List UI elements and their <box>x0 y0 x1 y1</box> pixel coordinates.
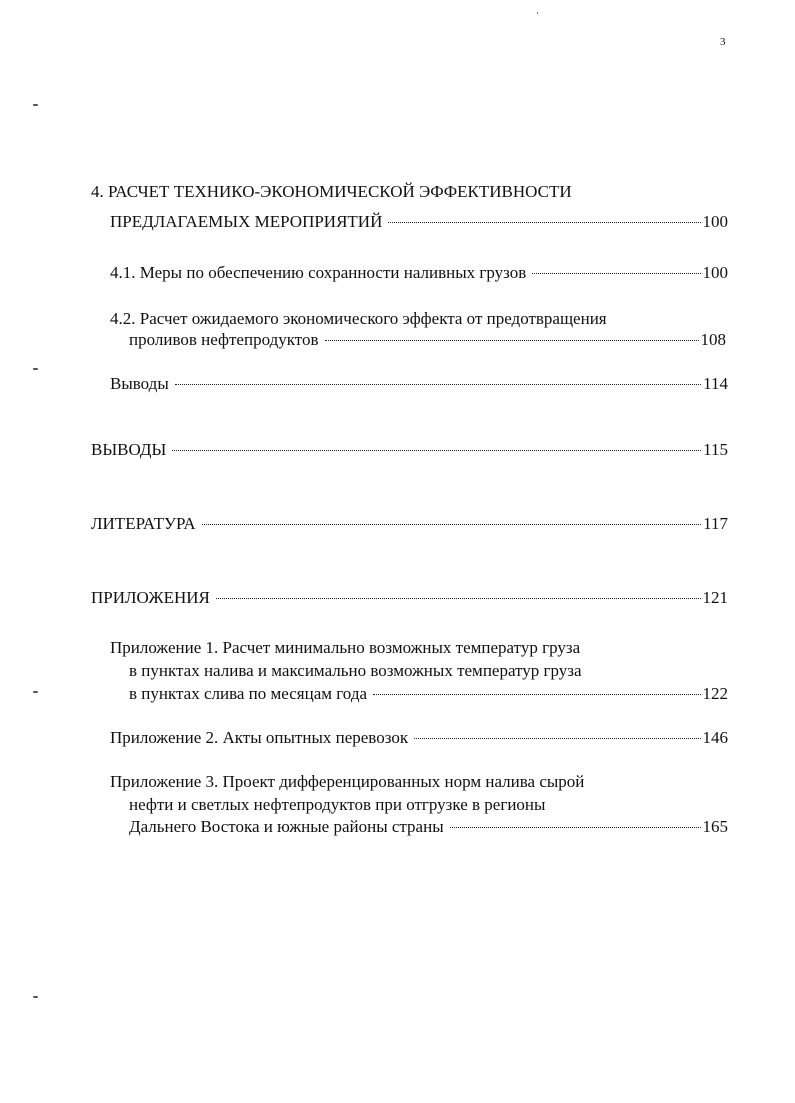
toc-entry-text: ЛИТЕРАТУРА <box>91 514 196 533</box>
toc-entry-text: Приложение 2. Акты опытных перевозок <box>110 728 409 747</box>
dot-leader <box>532 273 700 274</box>
toc-entry-text: проливов нефтепродуктов <box>129 330 319 349</box>
toc-entry-text: ВЫВОДЫ <box>91 440 167 459</box>
toc-chapter-4-line1 <box>91 181 728 203</box>
toc-page-number: 114 <box>703 374 728 393</box>
toc-entry-text: Выводы <box>110 374 169 393</box>
toc-appendix-2[interactable] <box>110 727 728 749</box>
dot-leader <box>373 694 700 695</box>
toc-entry-text: 4. РАСЧЕТ ТЕХНИКО-ЭКОНОМИЧЕСКОЙ ЭФФЕКТИВНОСТИ <box>91 182 572 201</box>
toc-section-4-2-line1 <box>110 308 728 330</box>
dot-leader <box>202 524 702 525</box>
toc-page-number: 108 <box>700 330 726 349</box>
toc-entry-text: в пунктах налива и максимально возможных температур груза <box>129 661 582 680</box>
toc-entry-text: Приложение 1. Расчет минимально возможных температур груза <box>110 638 581 657</box>
toc-appendices[interactable] <box>91 587 728 609</box>
toc-page-number: 121 <box>702 588 728 607</box>
toc-entry-text: в пунктах слива по месяцам года <box>129 684 368 703</box>
toc-appendix-1-line1 <box>110 637 728 659</box>
scan-mark <box>33 104 38 106</box>
toc-page-number: 100 <box>702 212 728 231</box>
dot-leader <box>388 222 700 223</box>
dot-leader <box>414 738 700 739</box>
toc-appendix-3[interactable] <box>129 816 728 838</box>
toc-page-number: 146 <box>702 728 728 747</box>
dot-leader <box>325 340 699 341</box>
toc-entry-text: 4.1. Меры по обеспечению сохранности наливных грузов <box>110 263 527 282</box>
scan-speck <box>537 12 538 14</box>
toc-conclusions[interactable] <box>91 439 728 461</box>
page-number: 3 <box>720 36 726 48</box>
toc-entry-text: Приложение 3. Проект дифференцированных норм налива сырой <box>110 772 585 791</box>
scan-mark <box>33 691 38 693</box>
dot-leader <box>172 450 701 451</box>
toc-entry-text: нефти и светлых нефтепродуктов при отгрузке в регионы <box>129 795 546 814</box>
toc-appendix-3-line1 <box>110 771 728 793</box>
dot-leader <box>216 598 701 599</box>
toc-appendix-1[interactable] <box>129 683 728 705</box>
toc-appendix-1-line2 <box>129 660 728 682</box>
toc-section-4-1[interactable] <box>110 262 728 284</box>
toc-entry-text: ПРИЛОЖЕНИЯ <box>91 588 210 607</box>
toc-page-number: 115 <box>703 440 728 459</box>
toc-entry-text: 4.2. Расчет ожидаемого экономического эффекта от предотвращения <box>110 309 607 328</box>
toc-page-number: 117 <box>703 514 728 533</box>
toc-literature[interactable] <box>91 513 728 535</box>
toc-appendix-3-line2 <box>129 794 728 816</box>
toc-section-4-2[interactable] <box>129 329 726 351</box>
toc-entry-text: ПРЕДЛАГАЕМЫХ МЕРОПРИЯТИЙ <box>110 212 383 231</box>
toc-entry-text: Дальнего Востока и южные районы страны <box>129 817 444 836</box>
toc-page-number: 165 <box>702 817 728 836</box>
toc-page-number: 100 <box>702 263 728 282</box>
scan-mark <box>33 996 38 998</box>
toc-chapter-4[interactable] <box>110 211 728 233</box>
dot-leader <box>450 827 701 828</box>
scan-mark <box>33 368 38 370</box>
toc-chapter-4-conclusions[interactable] <box>110 373 728 395</box>
toc-page-number: 122 <box>702 684 728 703</box>
dot-leader <box>175 384 701 385</box>
